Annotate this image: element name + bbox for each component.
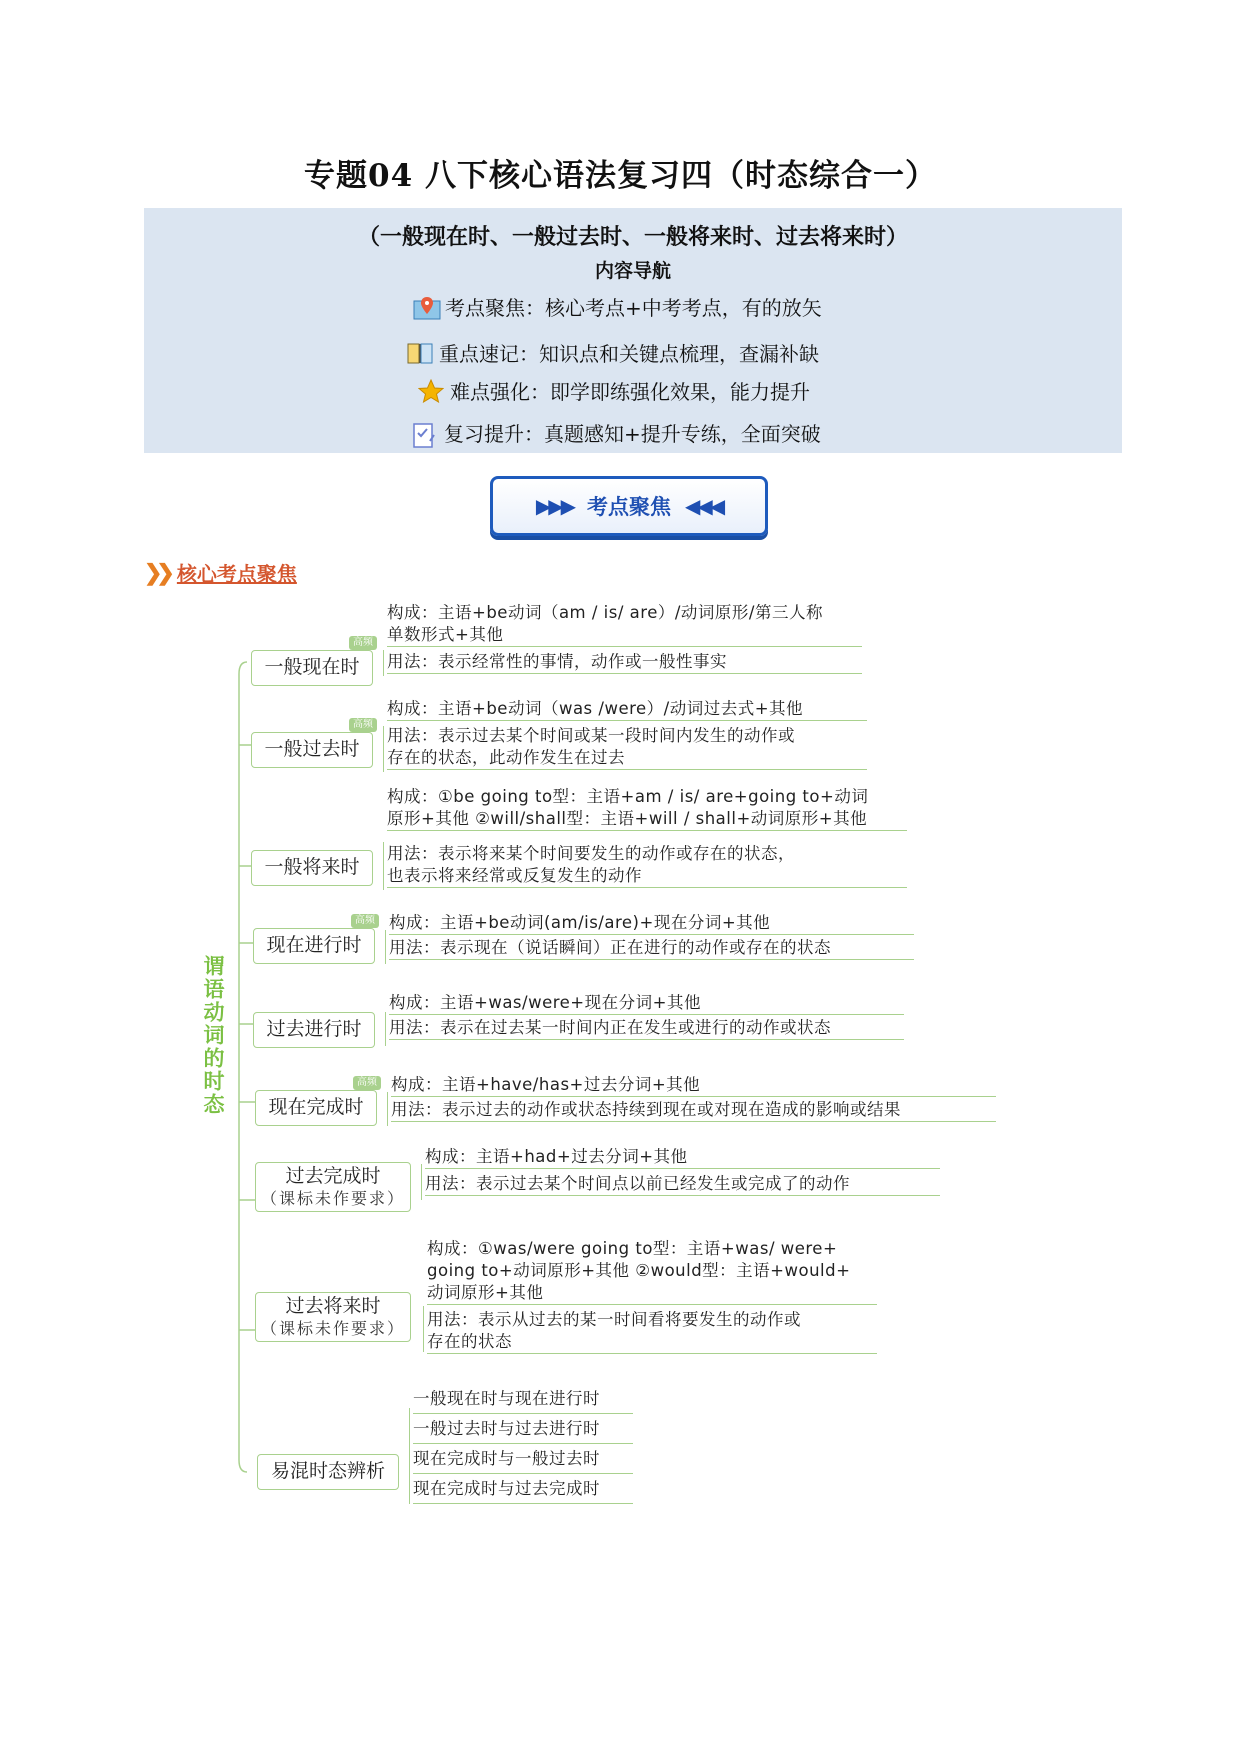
nav-heading: 内容导航 [594,260,671,282]
node-7-detail: 构成：主语+had+过去分词+其他 用法：表示过去某个时间点以前已经发生或完成了的动作 [425,1146,940,1196]
double-chevron-icon: ❯❯ [144,559,169,586]
tense-node-present-perfect: 现在完成时 [255,1090,377,1126]
node-1-detail: 构成：主语+be动词（am / is/ are）/动词原形/第三人称 单数形式+其他 用法：表示经常性的事情，动作或一般性事实 [387,602,862,674]
tense-node-confusable-comparison: 易混时态辨析 [257,1454,399,1490]
node-6-detail: 构成：主语+have/has+过去分词+其他 用法：表示过去的动作或状态持续到现在或对现在造成的影响或结果 [391,1074,996,1122]
triple-arrow-left-icon: ◀◀◀ [685,494,723,518]
tense-node-simple-present: 一般现在时 [251,650,373,686]
node-3-detail: 构成：①be going to型：主语+am / is/ are+going to+动词 原形+其他 ②will/shall型：主语+will / shall+动词原形+其他 用法：表示将来某个时间要发生的动作或存在的状态， 也表示将来经常或反复发生的动作 [387,786,907,888]
frequency-tag: 高频 [351,914,379,928]
node-5-detail: 构成：主语+was/were+现在分词+其他 用法：表示在过去某一时间内正在发生或进行的动作或状态 [389,992,904,1040]
tense-node-future-in-past: 过去将来时 （课标未作要求） [255,1292,411,1342]
nav-item-difficulty: 难点强化：即学即练强化效果，能力提升 [418,376,810,405]
nav-item-review: 复习提升：真题感知+提升专练，全面突破 [412,418,821,447]
frequency-tag: 高频 [349,636,377,650]
tense-node-past-progressive: 过去进行时 [253,1012,375,1048]
frequency-tag: 高频 [349,718,377,732]
mindmap-root-label: 谓语动词的时态 [201,955,225,1116]
page-subtitle: （一般现在时、一般过去时、一般将来时、过去将来时） [357,224,908,250]
node-9-detail: 一般现在时与现在进行时 一般过去时与过去进行时 现在完成时与一般过去时 现在完成时与过去完成时 [413,1388,633,1504]
tense-node-simple-future: 一般将来时 [251,850,373,886]
frequency-tag: 高频 [353,1076,381,1090]
node-2-detail: 构成：主语+be动词（was /were）/动词过去式+其他 用法：表示过去某个时间或某一段时间内发生的动作或 存在的状态，此动作发生在过去 [387,698,867,770]
section-button-focus[interactable]: ▶▶▶ 考点聚焦 ◀◀◀ [490,476,768,536]
node-8-detail: 构成：①was/were going to型：主语+was/ were+ going to+动词原形+其他 ②would型：主语+would+ 动词原形+其他 用法：表示从过去的某一时间看将要发生的动作或 存在的状态 [427,1238,877,1354]
nav-item-focus: 考点聚焦：核心考点+中考考点，有的放矢 [413,292,822,321]
triple-arrow-right-icon: ▶▶▶ [535,494,573,518]
tense-node-present-progressive: 现在进行时 [253,928,375,964]
star-icon [418,379,442,403]
tense-node-past-perfect: 过去完成时 （课标未作要求） [255,1162,411,1212]
checklist-icon [412,421,436,445]
tense-node-simple-past: 一般过去时 [251,732,373,768]
page-title: 专题04 八下核心语法复习四（时态综合一） [304,158,937,194]
book-icon [407,341,431,365]
nav-item-key-points: 重点速记：知识点和关键点梳理，查漏补缺 [407,338,819,367]
map-pin-icon [413,295,437,319]
node-4-detail: 构成：主语+be动词(am/is/are)+现在分词+其他 用法：表示现在（说话瞬间）正在进行的动作或存在的状态 [389,912,914,960]
content-navigation-box [144,208,1122,453]
section-heading: ❯❯ 核心考点聚焦 [144,559,297,586]
